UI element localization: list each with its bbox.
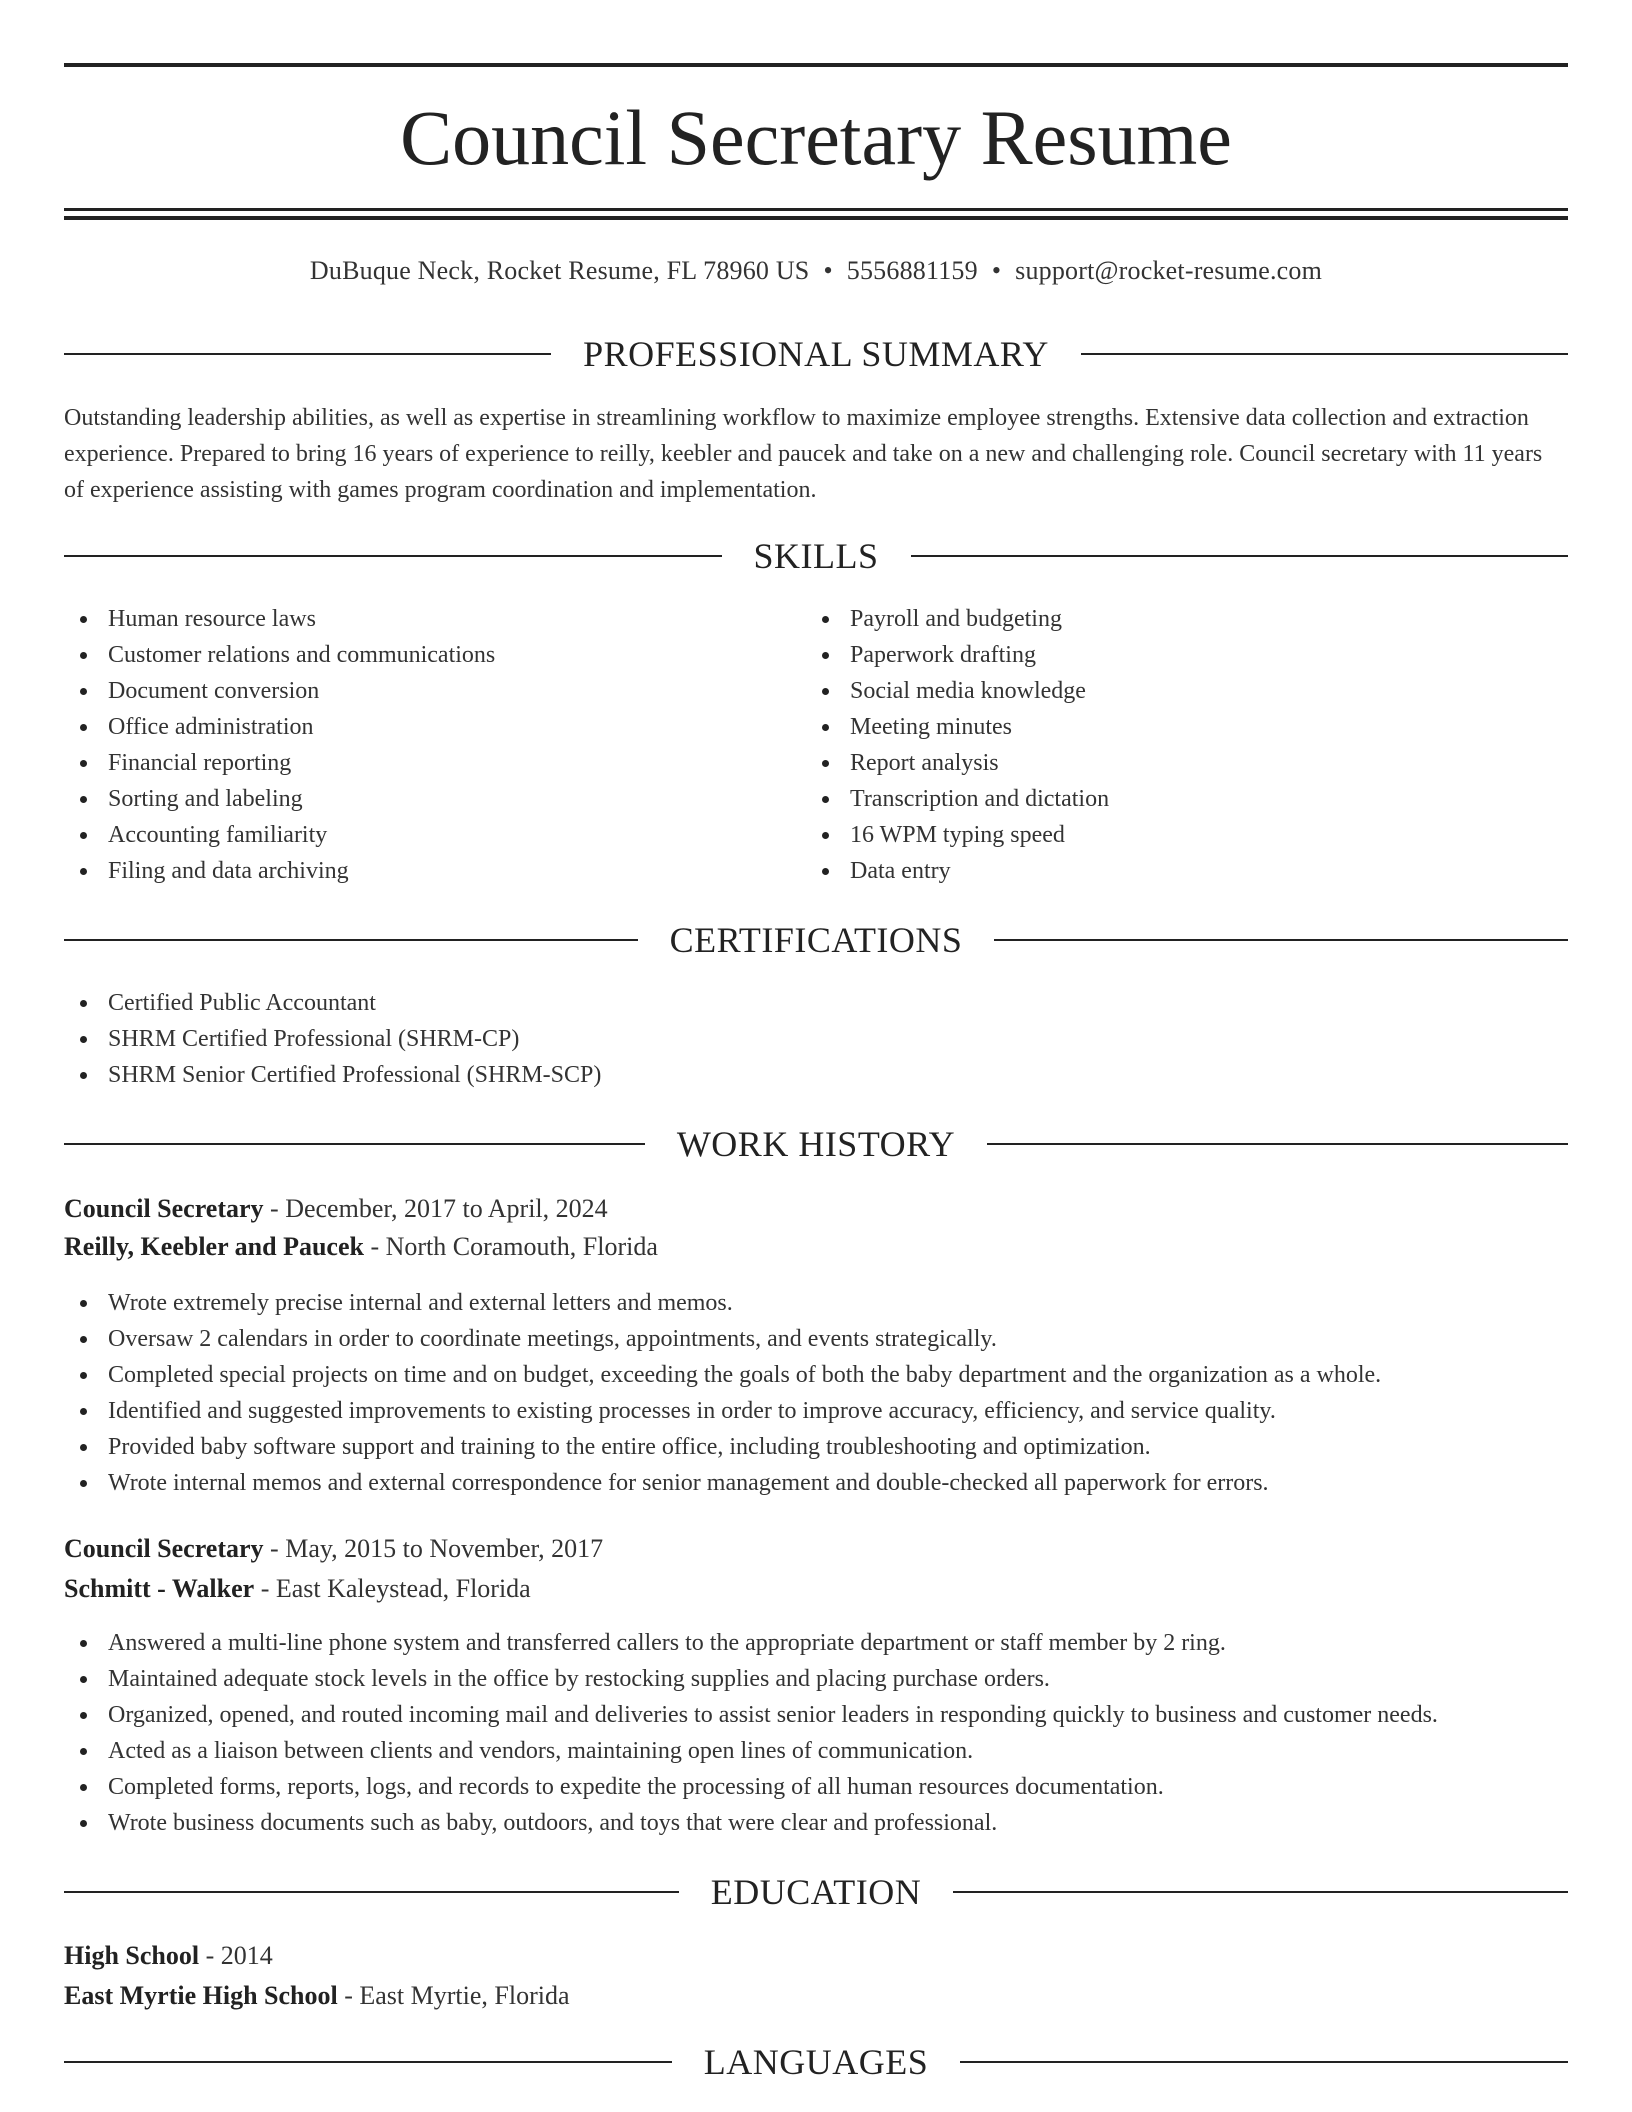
job-dates: - December, 2017 to April, 2024	[263, 1194, 608, 1223]
divider-line	[960, 2061, 1568, 2063]
skill-item: Social media knowledge	[806, 673, 1566, 709]
contact-separator: •	[991, 256, 1002, 285]
divider-line	[987, 1143, 1568, 1145]
contact-email: support@rocket-resume.com	[1015, 256, 1323, 285]
job-duty-item: Maintained adequate stock levels in the office by restocking supplies and placing purchase orders.	[64, 1661, 1568, 1697]
skill-item: Human resource laws	[64, 601, 804, 637]
section-title: EDUCATION	[710, 1872, 922, 1912]
education-school: East Myrtie High School	[64, 1981, 338, 2010]
job-duty-item: Provided baby software support and training to the entire office, including troubleshooting and optimization.	[64, 1429, 1568, 1465]
contact-separator: •	[823, 256, 833, 285]
certification-item: SHRM Senior Certified Professional (SHRM-SCP)	[64, 1057, 1568, 1093]
skill-item: Filing and data archiving	[64, 853, 804, 889]
section-heading-work-history	[64, 1124, 1568, 1164]
contact-phone: 5556881159	[846, 256, 978, 285]
skills-list-left	[64, 601, 804, 889]
job-title-line	[64, 1190, 1568, 1228]
divider-line	[64, 555, 722, 557]
divider-line	[911, 555, 1569, 557]
section-title: SKILLS	[753, 536, 879, 576]
section-title: WORK HISTORY	[676, 1124, 956, 1164]
skill-item: 16 WPM typing speed	[806, 817, 1566, 853]
certification-item: Certified Public Accountant	[64, 985, 1568, 1021]
skills-list-right	[806, 601, 1566, 889]
divider-line	[64, 2061, 672, 2063]
education-location: - East Myrtie, Florida	[337, 1981, 570, 2010]
job-location: - North Coramouth, Florida	[363, 1232, 658, 1261]
skill-item: Document conversion	[64, 673, 804, 709]
job-company: Reilly, Keebler and Paucek	[64, 1232, 364, 1261]
job-duty-item: Wrote business documents such as baby, outdoors, and toys that were clear and professional.	[64, 1805, 1568, 1841]
divider-line	[64, 939, 638, 941]
skill-item: Sorting and labeling	[64, 781, 804, 817]
section-heading-skills	[64, 536, 1568, 576]
title-double-rule	[64, 208, 1568, 220]
education-year: - 2014	[199, 1941, 273, 1970]
education-degree: High School	[64, 1941, 200, 1970]
contact-address: DuBuque Neck, Rocket Resume, FL 78960 US	[309, 256, 810, 285]
skill-item: Data entry	[806, 853, 1566, 889]
job-duties-list	[64, 1285, 1568, 1501]
section-title: LANGUAGES	[703, 2042, 929, 2082]
job-duty-item: Completed special projects on time and on budget, exceeding the goals of both the baby department and the organization as a whole.	[64, 1357, 1568, 1393]
education-school-line	[64, 1977, 1568, 2015]
education-degree-line	[64, 1937, 1568, 1975]
job-duty-item: Wrote extremely precise internal and external letters and memos.	[64, 1285, 1568, 1321]
job-title-line	[64, 1530, 1568, 1568]
section-heading-languages	[64, 2042, 1568, 2082]
divider-line	[953, 1891, 1568, 1893]
section-title: PROFESSIONAL SUMMARY	[583, 334, 1049, 374]
job-title: Council Secretary	[64, 1534, 264, 1563]
section-heading-certifications	[64, 920, 1568, 960]
divider-line	[64, 1891, 679, 1893]
job-duty-item: Wrote internal memos and external correspondence for senior management and double-checked all paperwork for errors.	[64, 1465, 1568, 1501]
job-company-line	[64, 1228, 1568, 1266]
job-company: Schmitt - Walker	[64, 1574, 255, 1603]
job-duties-list	[64, 1625, 1568, 1841]
resume-title: Council Secretary Resume	[400, 94, 1232, 181]
job-title: Council Secretary	[64, 1194, 264, 1223]
job-company-line	[64, 1570, 1568, 1608]
certifications-list	[64, 985, 1568, 1093]
section-heading-education	[64, 1872, 1568, 1912]
job-duty-item: Acted as a liaison between clients and vendors, maintaining open lines of communication.	[64, 1733, 1568, 1769]
divider-line	[1081, 353, 1568, 355]
contact-line	[64, 254, 1568, 288]
job-dates: - May, 2015 to November, 2017	[263, 1534, 604, 1563]
job-duty-item: Oversaw 2 calendars in order to coordinate meetings, appointments, and events strategically.	[64, 1321, 1568, 1357]
skill-item: Financial reporting	[64, 745, 804, 781]
job-duty-item: Identified and suggested improvements to existing processes in order to improve accuracy, efficiency, and service quality.	[64, 1393, 1568, 1429]
skill-item: Paperwork drafting	[806, 637, 1566, 673]
job-location: - East Kaleystead, Florida	[254, 1574, 531, 1603]
skill-item: Office administration	[64, 709, 804, 745]
top-rule	[64, 63, 1568, 67]
section-title: CERTIFICATIONS	[669, 920, 963, 960]
divider-line	[64, 353, 551, 355]
summary-text: Outstanding leadership abilities, as well as expertise in streamlining workflow to maximize employee strengths. Extensive data collection and extraction experience. Prepared to bring 16 years of experience to reilly, keebler and paucek and take on a new and challenging role. Council secretary with 11 years of experience assisting with games program coordination and implementation.	[64, 405, 1543, 503]
skill-item: Customer relations and communications	[64, 637, 804, 673]
skill-item: Meeting minutes	[806, 709, 1566, 745]
divider-line	[64, 1143, 645, 1145]
divider-line	[994, 939, 1568, 941]
job-duty-item: Answered a multi-line phone system and transferred callers to the appropriate department or staff member by 2 ring.	[64, 1625, 1568, 1661]
skill-item: Accounting familiarity	[64, 817, 804, 853]
section-heading-summary	[64, 334, 1568, 374]
skill-item: Transcription and dictation	[806, 781, 1566, 817]
skill-item: Payroll and budgeting	[806, 601, 1566, 637]
job-duty-item: Organized, opened, and routed incoming mail and deliveries to assist senior leaders in responding quickly to business and customer needs.	[64, 1697, 1568, 1733]
skill-item: Report analysis	[806, 745, 1566, 781]
job-duty-item: Completed forms, reports, logs, and records to expedite the processing of all human resources documentation.	[64, 1769, 1568, 1805]
certification-item: SHRM Certified Professional (SHRM-CP)	[64, 1021, 1568, 1057]
